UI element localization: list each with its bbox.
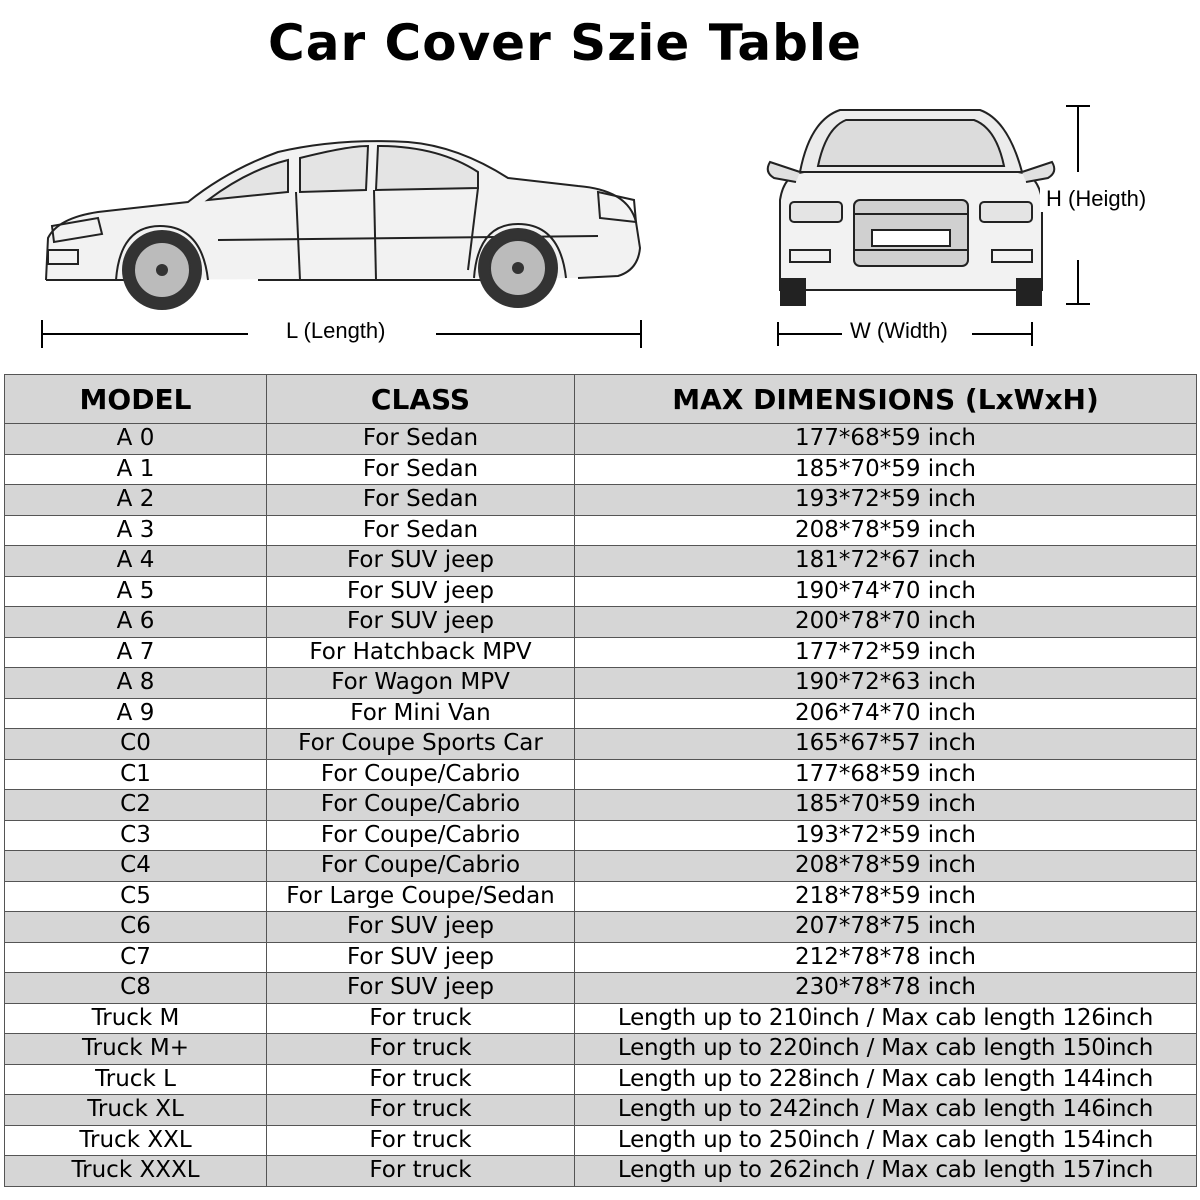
table-row <box>5 485 1197 516</box>
cell-dimensions: 230*78*78 inch <box>575 973 1197 1004</box>
cell-model: A 7 <box>5 637 267 668</box>
column-header-model: MODEL <box>5 375 267 424</box>
cell-class: For Hatchback MPV <box>267 637 575 668</box>
table-row <box>5 820 1197 851</box>
cell-dimensions: Length up to 228inch / Max cab length 144inch <box>575 1064 1197 1095</box>
table-row <box>5 759 1197 790</box>
cell-model: C7 <box>5 942 267 973</box>
cell-class: For truck <box>267 1003 575 1034</box>
car-front-view-illustration <box>760 100 1100 350</box>
rear-wheel-icon <box>478 228 558 308</box>
cell-dimensions: 200*78*70 inch <box>575 607 1197 638</box>
cell-dimensions: 165*67*57 inch <box>575 729 1197 760</box>
cell-model: C4 <box>5 851 267 882</box>
cell-dimensions: 208*78*59 inch <box>575 515 1197 546</box>
cell-class: For SUV jeep <box>267 607 575 638</box>
cell-model: C6 <box>5 912 267 943</box>
cell-model: Truck XXL <box>5 1125 267 1156</box>
cell-class: For truck <box>267 1125 575 1156</box>
cell-model: C5 <box>5 881 267 912</box>
width-label: W (Width) <box>844 318 954 344</box>
table-row <box>5 546 1197 577</box>
table-row <box>5 698 1197 729</box>
table-row <box>5 454 1197 485</box>
table-row <box>5 637 1197 668</box>
cell-dimensions: Length up to 250inch / Max cab length 154inch <box>575 1125 1197 1156</box>
cell-dimensions: 177*68*59 inch <box>575 759 1197 790</box>
height-label: H (Heigth) <box>1040 186 1152 212</box>
cell-model: Truck XXXL <box>5 1156 267 1187</box>
cell-model: A 4 <box>5 546 267 577</box>
cell-dimensions: 177*68*59 inch <box>575 424 1197 455</box>
cell-class: For Sedan <box>267 424 575 455</box>
table-row <box>5 881 1197 912</box>
cell-dimensions: 190*72*63 inch <box>575 668 1197 699</box>
cell-class: For truck <box>267 1095 575 1126</box>
cell-model: A 5 <box>5 576 267 607</box>
table-row <box>5 515 1197 546</box>
table-row <box>5 912 1197 943</box>
cell-dimensions: Length up to 210inch / Max cab length 126inch <box>575 1003 1197 1034</box>
cell-class: For SUV jeep <box>267 576 575 607</box>
table-row <box>5 790 1197 821</box>
cell-model: Truck M+ <box>5 1034 267 1065</box>
cell-dimensions: 212*78*78 inch <box>575 942 1197 973</box>
cell-class: For Coupe/Cabrio <box>267 759 575 790</box>
cell-dimensions: 181*72*67 inch <box>575 546 1197 577</box>
length-label: L (Length) <box>280 318 391 344</box>
cell-model: A 0 <box>5 424 267 455</box>
cell-model: C3 <box>5 820 267 851</box>
table-row <box>5 424 1197 455</box>
cell-model: A 2 <box>5 485 267 516</box>
table-row <box>5 1003 1197 1034</box>
cell-class: For SUV jeep <box>267 942 575 973</box>
table-row <box>5 973 1197 1004</box>
cell-class: For SUV jeep <box>267 912 575 943</box>
column-header-class: CLASS <box>267 375 575 424</box>
cell-class: For truck <box>267 1064 575 1095</box>
cell-class: For Coupe/Cabrio <box>267 820 575 851</box>
cell-model: C0 <box>5 729 267 760</box>
table-row <box>5 1034 1197 1065</box>
cell-dimensions: 177*72*59 inch <box>575 637 1197 668</box>
cell-class: For Wagon MPV <box>267 668 575 699</box>
cell-dimensions: Length up to 242inch / Max cab length 146inch <box>575 1095 1197 1126</box>
column-header-dimensions: MAX DIMENSIONS (LxWxH) <box>575 375 1197 424</box>
cell-model: A 8 <box>5 668 267 699</box>
front-wheel-icon <box>122 230 202 310</box>
cell-model: A 3 <box>5 515 267 546</box>
table-row <box>5 668 1197 699</box>
page-title: Car Cover Szie Table <box>268 14 862 72</box>
cell-class: For truck <box>267 1034 575 1065</box>
size-table <box>4 374 1197 1187</box>
cell-model: Truck M <box>5 1003 267 1034</box>
table-row <box>5 942 1197 973</box>
cell-model: C2 <box>5 790 267 821</box>
cell-class: For Sedan <box>267 454 575 485</box>
cell-dimensions: 185*70*59 inch <box>575 454 1197 485</box>
cell-dimensions: Length up to 220inch / Max cab length 150inch <box>575 1034 1197 1065</box>
cell-dimensions: Length up to 262inch / Max cab length 157inch <box>575 1156 1197 1187</box>
cell-model: A 1 <box>5 454 267 485</box>
cell-class: For Coupe/Cabrio <box>267 790 575 821</box>
table-row <box>5 607 1197 638</box>
cell-dimensions: 193*72*59 inch <box>575 820 1197 851</box>
table-header-row <box>5 375 1197 424</box>
cell-class: For Coupe Sports Car <box>267 729 575 760</box>
cell-model: C8 <box>5 973 267 1004</box>
cell-class: For Sedan <box>267 485 575 516</box>
cell-dimensions: 206*74*70 inch <box>575 698 1197 729</box>
cell-dimensions: 190*74*70 inch <box>575 576 1197 607</box>
cell-dimensions: 218*78*59 inch <box>575 881 1197 912</box>
table-row <box>5 1095 1197 1126</box>
cell-class: For Large Coupe/Sedan <box>267 881 575 912</box>
cell-dimensions: 193*72*59 inch <box>575 485 1197 516</box>
cell-class: For SUV jeep <box>267 546 575 577</box>
cell-class: For Sedan <box>267 515 575 546</box>
cell-model: A 6 <box>5 607 267 638</box>
cell-dimensions: 185*70*59 inch <box>575 790 1197 821</box>
table-row <box>5 1125 1197 1156</box>
cell-model: A 9 <box>5 698 267 729</box>
cell-model: Truck XL <box>5 1095 267 1126</box>
cell-model: Truck L <box>5 1064 267 1095</box>
table-row <box>5 729 1197 760</box>
table-row <box>5 576 1197 607</box>
cell-model: C1 <box>5 759 267 790</box>
table-row <box>5 1064 1197 1095</box>
cell-class: For truck <box>267 1156 575 1187</box>
cell-class: For SUV jeep <box>267 973 575 1004</box>
cell-dimensions: 207*78*75 inch <box>575 912 1197 943</box>
table-row <box>5 1156 1197 1187</box>
table-row <box>5 851 1197 882</box>
cell-dimensions: 208*78*59 inch <box>575 851 1197 882</box>
cell-class: For Coupe/Cabrio <box>267 851 575 882</box>
cell-class: For Mini Van <box>267 698 575 729</box>
